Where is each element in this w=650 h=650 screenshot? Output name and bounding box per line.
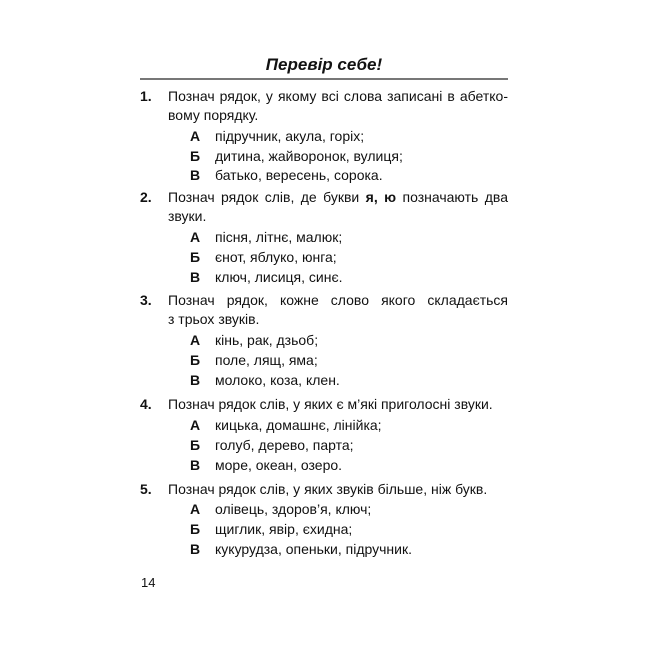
option-text: підручник, акула, горіх; [215,128,365,144]
page-number: 14 [141,575,156,590]
question-1-option-a[interactable] [190,127,364,145]
option-letter: Б [190,352,201,368]
question-3-number: 3. [140,292,152,308]
option-text: кицька, домашнє, лінійка; [215,417,382,433]
question-5-text-line1: Познач рядок слів, у яких звуків більше, ніж букв. [168,481,488,497]
option-letter: А [190,501,201,517]
question-4-number: 4. [140,396,152,412]
option-letter: В [190,269,201,285]
question-3-text-line1: Познач рядок, кожне слово якого складається [168,292,508,308]
option-text: поле, лящ, яма; [215,352,318,368]
option-letter: В [190,457,201,473]
option-text: море, океан, озеро. [215,457,343,473]
option-letter: А [190,332,201,348]
question-2-text-line1: Познач рядок слів, де букви я, ю позначають два [168,189,508,205]
option-letter: В [190,372,201,388]
option-text: пісня, літнє, малюк; [215,229,343,245]
option-letter: А [190,417,201,433]
question-2-text-line2: звуки. [168,208,207,224]
question-1-option-b[interactable] [190,147,403,165]
question-4-option-c[interactable] [190,456,342,474]
option-letter: Б [190,437,201,453]
question-5-option-b[interactable] [190,520,352,538]
question-1-text-line2: вому порядку. [168,107,259,123]
option-letter: В [190,167,201,183]
question-3-option-c[interactable] [190,371,340,389]
question-2-option-c[interactable] [190,268,343,286]
question-5-option-c[interactable] [190,540,412,558]
option-text: молоко, коза, клен. [215,372,340,388]
question-2-option-b[interactable] [190,248,337,266]
option-text: ключ, лисиця, синє. [215,269,343,285]
title-underline [140,78,508,80]
question-4-text-line1: Познач рядок слів, у яких є м’які приголосні звуки. [168,396,493,412]
option-text: щиглик, явір, єхидна; [215,521,353,537]
option-letter: Б [190,148,201,164]
option-letter: Б [190,521,201,537]
question-2-number: 2. [140,189,152,205]
page-title: Перевір себе! [265,55,383,74]
option-text: голуб, дерево, парта; [215,437,354,453]
question-2-option-a[interactable] [190,228,342,246]
option-text: кукурудза, опеньки, підручник. [215,541,412,557]
question-1-number: 1. [140,88,152,104]
option-letter: А [190,229,201,245]
question-1-text-line1: Познач рядок, у якому всі слова записані в абетко- [168,88,508,104]
question-3-option-a[interactable] [190,331,318,349]
question-4-option-b[interactable] [190,436,354,454]
question-3-text-line2: з трьох звуків. [168,311,260,327]
option-text: батько, вересень, сорока. [215,167,383,183]
question-5-option-a[interactable] [190,500,371,518]
question-3-option-b[interactable] [190,351,318,369]
question-1-option-c[interactable] [190,166,383,184]
option-letter: Б [190,249,201,265]
question-5-number: 5. [140,481,152,497]
option-text: кінь, рак, дзьоб; [215,332,319,348]
option-text: єнот, яблуко, юнга; [215,249,337,265]
option-letter: А [190,128,201,144]
option-text: дитина, жайворонок, вулиця; [215,148,403,164]
option-text: олівець, здоров’я, ключ; [215,501,372,517]
question-4-option-a[interactable] [190,416,382,434]
option-letter: В [190,541,201,557]
